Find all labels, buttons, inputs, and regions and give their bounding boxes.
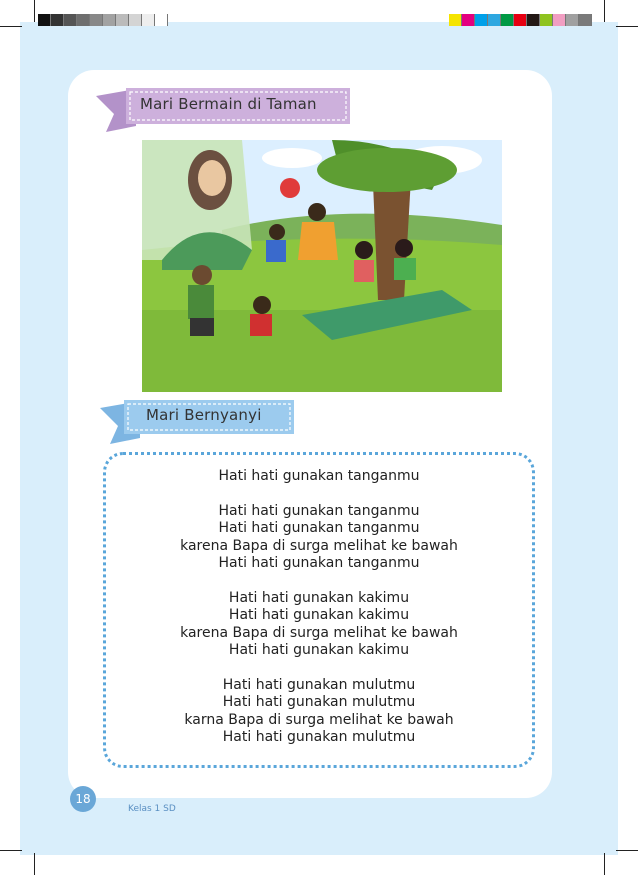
page-number-badge: 18 bbox=[70, 786, 96, 812]
section-title-sing: Mari Bernyanyi bbox=[146, 406, 262, 424]
gray-swatch bbox=[142, 14, 155, 26]
color-registration-strip bbox=[449, 14, 592, 26]
gray-swatch bbox=[155, 14, 168, 26]
lyric-line: Hati hati gunakan tanganmu bbox=[218, 520, 420, 536]
grayscale-registration-strip bbox=[38, 14, 168, 26]
gray-swatch bbox=[38, 14, 51, 26]
gray-swatch bbox=[51, 14, 64, 26]
color-swatch bbox=[488, 14, 501, 26]
lyric-line: karena Bapa di surga melihat ke bawah bbox=[180, 624, 458, 641]
color-swatch bbox=[514, 14, 527, 26]
gray-swatch bbox=[77, 14, 90, 26]
lyric-line: karna Bapa di surga melihat ke bawah bbox=[184, 711, 454, 728]
lyric-line: karena Bapa di surga melihat ke bawah bbox=[180, 537, 458, 554]
gray-swatch bbox=[64, 14, 77, 26]
color-swatch bbox=[462, 14, 475, 26]
section-ribbon-play bbox=[96, 86, 352, 134]
lyric-line: Hati hati gunakan mulutmu bbox=[222, 676, 416, 693]
lyric-line: Hati hati gunakan mulutmu bbox=[222, 729, 416, 745]
color-swatch bbox=[501, 14, 514, 26]
color-swatch bbox=[475, 14, 488, 26]
color-swatch bbox=[540, 14, 553, 26]
section-ribbon-sing bbox=[100, 398, 296, 446]
gray-swatch bbox=[116, 14, 129, 26]
gray-swatch bbox=[103, 14, 116, 26]
color-swatch bbox=[553, 14, 566, 26]
lyric-line: Hati hati gunakan tanganmu bbox=[218, 555, 420, 571]
class-label: Kelas 1 SD bbox=[128, 804, 176, 814]
lyric-line: Hati hati gunakan mulutmu bbox=[222, 694, 416, 710]
color-swatch bbox=[579, 14, 592, 26]
color-swatch bbox=[527, 14, 540, 26]
gray-swatch bbox=[129, 14, 142, 26]
lyric-line: Hati hati gunakan kakimu bbox=[228, 607, 410, 623]
lyric-line: Hati hati gunakan kakimu bbox=[228, 642, 410, 658]
song-lyrics bbox=[103, 468, 535, 747]
lyric-line: Hati hati gunakan tanganmu bbox=[218, 502, 420, 519]
color-swatch bbox=[566, 14, 579, 26]
park-illustration bbox=[142, 140, 502, 392]
gray-swatch bbox=[90, 14, 103, 26]
color-swatch bbox=[449, 14, 462, 26]
lyric-line: Hati hati gunakan tanganmu bbox=[218, 468, 420, 484]
section-title-play: Mari Bermain di Taman bbox=[140, 95, 317, 113]
lyric-line: Hati hati gunakan kakimu bbox=[228, 589, 410, 606]
